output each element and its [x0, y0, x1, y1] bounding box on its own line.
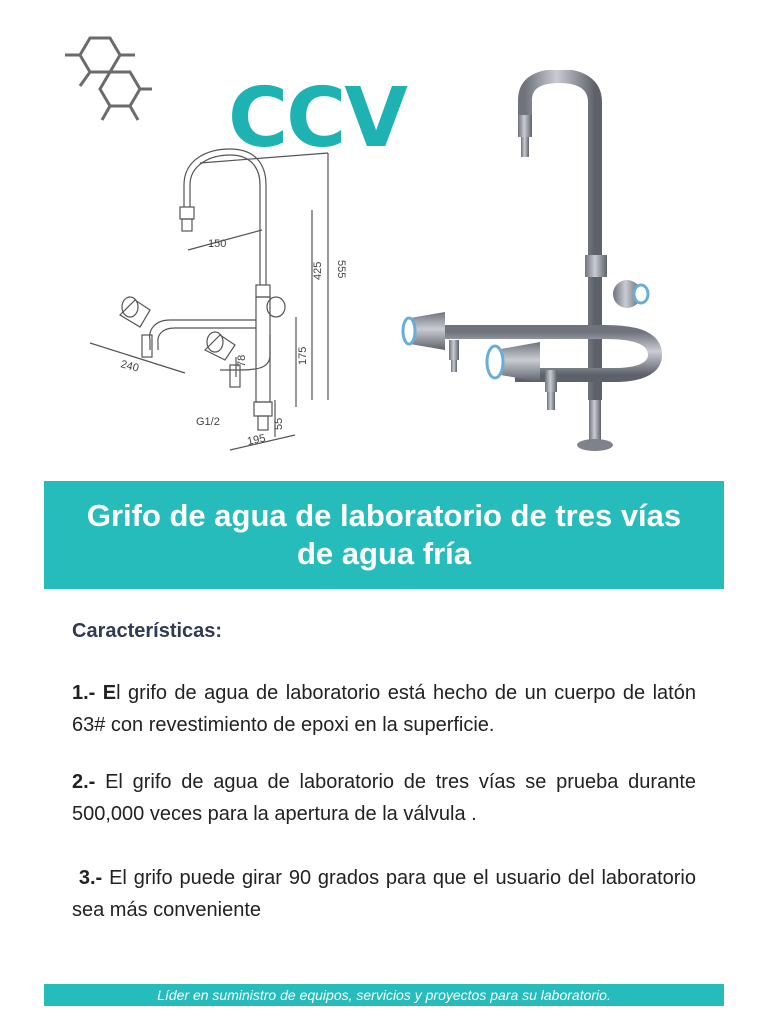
item-text: l grifo de agua de laboratorio está hecho de un cuerpo de latón 63# con revestimiento de epoxi en la superficie. [72, 682, 696, 736]
item-text: El grifo puede girar 90 grados para que el usuario del laboratorio sea más conveniente [72, 867, 696, 921]
dimension-150: 150 [208, 238, 227, 250]
list-item [72, 677, 696, 741]
item-number: 2.- [72, 771, 96, 793]
item-text: El grifo de agua de laboratorio de tres vías se prueba durante 500,000 veces para la apertura de la válvula . [72, 771, 696, 825]
dimension-240: 240 [119, 358, 141, 375]
dimension-g1-2: G1/2 [196, 416, 220, 428]
item-number: 3.- [72, 867, 103, 889]
list-item [72, 862, 696, 926]
faucet-product-image [395, 70, 675, 460]
technical-drawing [80, 145, 370, 460]
section-title: Características: [72, 620, 223, 642]
page-title: Grifo de agua de laboratorio de tres vías de agua fría [86, 498, 682, 571]
footer-tagline: Líder en suministro de equipos, servicios y proyectos para su laboratorio. [157, 987, 611, 1003]
dimension-78: 78 [236, 354, 248, 367]
footer-bar [44, 984, 724, 1006]
brand-name: CCV [228, 71, 406, 166]
dimension-425: 425 [312, 261, 324, 280]
hexagon-molecule-icon [60, 30, 160, 130]
list-item [72, 766, 696, 830]
ccv-logo [60, 30, 406, 166]
title-banner [44, 481, 724, 589]
dimension-555: 555 [335, 260, 347, 279]
dimension-195: 195 [246, 432, 267, 448]
dimension-175: 175 [297, 346, 309, 365]
dimension-55: 55 [273, 417, 285, 430]
item-number: 1.- E [72, 682, 117, 704]
